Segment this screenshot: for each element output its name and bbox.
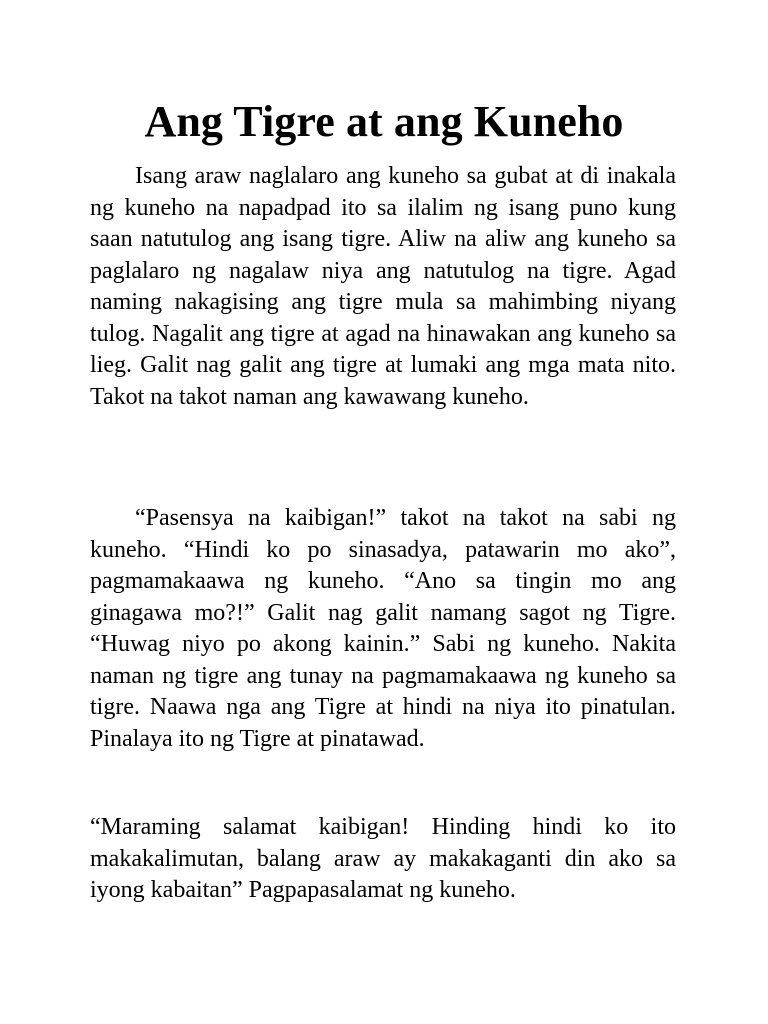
story-paragraph-3: “Maraming salamat kaibigan! Hinding hindi ko ito makakalimutan, balang araw ay makakaganti din ako sa iyong kabaitan” Pagpapasalamat ng kuneho.: [90, 814, 676, 903]
story-paragraph-2: “Pasensya na kaibigan!” takot na takot na sabi ng kuneho. “Hindi ko po sinasadya, patawarin mo ako”, pagmamakaawa ng kuneho. “Ano sa tingin mo ang ginagawa mo?!” Galit nag galit namang sagot ng Tigre. “Huwag niyo po akong kainin.” Sabi ng kuneho. Nakita naman ng tigre ang tunay na pagmamakaawa ng kuneho sa tigre. Naawa nga ang Tigre at hindi na niya ito pinatulan. Pinalaya ito ng Tigre at pinatawad.: [90, 505, 676, 752]
story-paragraph-1: Isang araw naglalaro ang kuneho sa gubat at di inakala ng kuneho na napadpad ito sa ilalim ng isang puno kung saan natutulog ang isang tigre. Aliw na aliw ang kuneho sa paglalaro ng nagalaw niya ang natutulog na tigre. Agad naming nakagising ang tigre mula sa mahimbing niyang tulog. Nagalit ang tigre at agad na hinawakan ang kuneho sa lieg. Galit nag galit ang tigre at lumaki ang mga mata nito. Takot na takot naman ang kawawang kuneho.: [90, 163, 676, 410]
story-title: Ang Tigre at ang Kuneho: [144, 97, 624, 146]
